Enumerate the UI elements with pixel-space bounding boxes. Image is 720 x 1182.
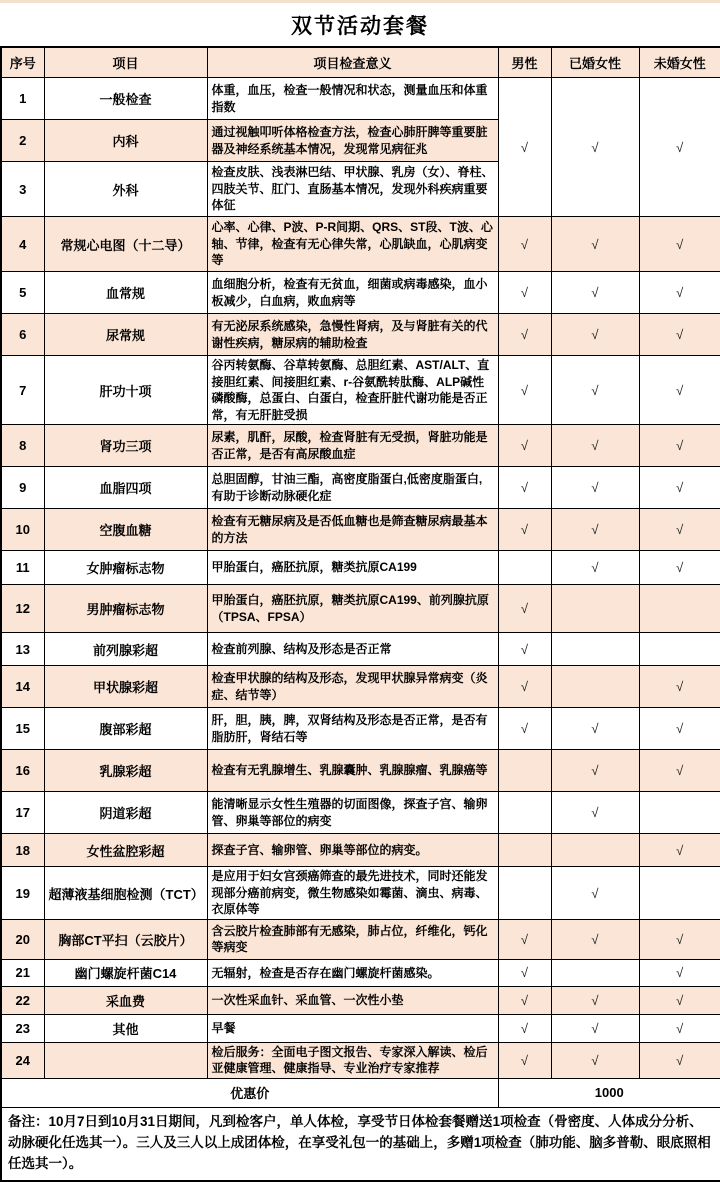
check-married-female: [551, 585, 639, 633]
table-row: [1, 1014, 720, 1042]
item-name: 幽门螺旋杆菌C14: [44, 959, 207, 986]
item-name: 男肿瘤标志物: [44, 585, 207, 633]
check-married-female: √: [551, 750, 639, 792]
check-married-female: √: [551, 509, 639, 551]
check-unmarried-female: √: [639, 708, 720, 750]
row-number: 11: [1, 551, 44, 585]
check-married-female: √: [551, 467, 639, 509]
item-description: 心率、心律、P波、P-R间期、QRS、ST段、T波、心轴、节律，检查有无心律失常，心肌缺血，心肌病变等: [207, 217, 498, 272]
check-unmarried-female: √: [639, 551, 720, 585]
item-name: 甲状腺彩超: [44, 666, 207, 708]
table-row: [1, 78, 720, 120]
item-description: 含云胶片检查肺部有无感染，肺占位，纤维化，钙化等病变: [207, 919, 498, 959]
row-number: 22: [1, 986, 44, 1014]
package-table: [0, 46, 720, 1182]
row-number: 8: [1, 425, 44, 467]
row-number: 15: [1, 708, 44, 750]
item-description: 检查有无糖尿病及是否低血糖也是筛查糖尿病最基本的方法: [207, 509, 498, 551]
check-unmarried-female: √: [639, 834, 720, 867]
item-description: 甲胎蛋白，癌胚抗原，糖类抗原CA199、前列腺抗原（TPSA、FPSA）: [207, 585, 498, 633]
check-married-female: √: [551, 551, 639, 585]
item-description: 检查甲状腺的结构及形态，发现甲状腺异常病变（炎症、结节等）: [207, 666, 498, 708]
item-description: 探查子宫、输卵管、卵巢等部位的病变。: [207, 834, 498, 867]
table-row: [1, 792, 720, 834]
header-row: [1, 47, 720, 78]
table-row: [1, 217, 720, 272]
item-name: 尿常规: [44, 314, 207, 356]
check-male: √: [498, 633, 551, 666]
row-number: 9: [1, 467, 44, 509]
item-description: 检查有无乳腺增生、乳腺囊肿、乳腺腺瘤、乳腺癌等: [207, 750, 498, 792]
item-name: 乳腺彩超: [44, 750, 207, 792]
row-number: 17: [1, 792, 44, 834]
row-number: 3: [1, 162, 44, 217]
check-male: √: [498, 585, 551, 633]
check-unmarried-female: √: [639, 959, 720, 986]
item-name: 阴道彩超: [44, 792, 207, 834]
check-male: √: [498, 78, 551, 217]
check-married-female: √: [551, 792, 639, 834]
check-unmarried-female: √: [639, 217, 720, 272]
check-male: [498, 867, 551, 920]
item-name: 胸部CT平扫（云胶片）: [44, 919, 207, 959]
check-married-female: √: [551, 78, 639, 217]
check-married-female: √: [551, 217, 639, 272]
row-number: 19: [1, 867, 44, 920]
item-name: 一般检查: [44, 78, 207, 120]
check-male: [498, 792, 551, 834]
table-row: [1, 986, 720, 1014]
check-unmarried-female: √: [639, 467, 720, 509]
check-male: √: [498, 919, 551, 959]
column-header-married-female: 已婚女性: [551, 47, 639, 78]
item-description: 一次性采血针、采血管、一次性小垫: [207, 986, 498, 1014]
column-header-item: 项目: [44, 47, 207, 78]
price-row: [1, 1078, 720, 1107]
row-number: 23: [1, 1014, 44, 1042]
item-description: 检查前列腺、结构及形态是否正常: [207, 633, 498, 666]
item-name: [44, 1042, 207, 1078]
item-name: 常规心电图（十二导）: [44, 217, 207, 272]
row-number: 2: [1, 120, 44, 162]
check-married-female: [551, 959, 639, 986]
check-male: √: [498, 666, 551, 708]
check-married-female: √: [551, 1014, 639, 1042]
check-male: [498, 551, 551, 585]
check-unmarried-female: √: [639, 986, 720, 1014]
item-name: 肝功十项: [44, 356, 207, 425]
check-married-female: √: [551, 986, 639, 1014]
table-row: [1, 425, 720, 467]
row-number: 10: [1, 509, 44, 551]
check-unmarried-female: √: [639, 425, 720, 467]
table-row: [1, 314, 720, 356]
page-title: 双节活动套餐: [291, 15, 429, 38]
item-description: 总胆固醇，甘油三酯，高密度脂蛋白,低密度脂蛋白,有助于诊断动脉硬化症: [207, 467, 498, 509]
check-unmarried-female: √: [639, 666, 720, 708]
item-description: 能清晰显示女性生殖器的切面图像，探查子宫、输卵管、卵巢等部位的病变: [207, 792, 498, 834]
row-number: 13: [1, 633, 44, 666]
table-row: [1, 959, 720, 986]
check-male: [498, 750, 551, 792]
item-name: 内科: [44, 120, 207, 162]
check-male: √: [498, 217, 551, 272]
check-unmarried-female: [639, 792, 720, 834]
document-note: 备注：10月7日到10月31日期间，凡到检客户，单人体检，享受节日体检套餐赠送1项检查（骨密度、人体成分分析、动脉硬化任选其一）。三人及三人以上成团体检，在享受礼包一的基础上，多赠1项检查（肺功能、脑多普勒、眼底照相任选其一）。: [1, 1107, 720, 1180]
check-male: √: [498, 356, 551, 425]
table-row: [1, 467, 720, 509]
table-row: [1, 867, 720, 920]
item-description: 检后服务：全面电子图文报告、专家深入解读、检后亚健康管理、健康指导、专业治疗专家推荐: [207, 1042, 498, 1078]
check-unmarried-female: √: [639, 314, 720, 356]
item-description: 甲胎蛋白，癌胚抗原，糖类抗原CA199: [207, 551, 498, 585]
price-label: 优惠价: [1, 1078, 498, 1107]
item-name: 女性盆腔彩超: [44, 834, 207, 867]
row-number: 14: [1, 666, 44, 708]
item-name: 女肿瘤标志物: [44, 551, 207, 585]
check-unmarried-female: √: [639, 1014, 720, 1042]
check-unmarried-female: √: [639, 509, 720, 551]
item-description: 早餐: [207, 1014, 498, 1042]
check-male: [498, 834, 551, 867]
row-number: 20: [1, 919, 44, 959]
item-name: 采血费: [44, 986, 207, 1014]
item-name: 空腹血糖: [44, 509, 207, 551]
row-number: 4: [1, 217, 44, 272]
item-description: 无辐射，检查是否存在幽门螺旋杆菌感染。: [207, 959, 498, 986]
check-married-female: [551, 633, 639, 666]
check-male: √: [498, 959, 551, 986]
check-unmarried-female: [639, 867, 720, 920]
item-description: 有无泌尿系统感染，急慢性肾病，及与肾脏有关的代谢性疾病，糖尿病的辅助检查: [207, 314, 498, 356]
table-row: [1, 585, 720, 633]
item-name: 外科: [44, 162, 207, 217]
check-male: √: [498, 272, 551, 314]
check-unmarried-female: √: [639, 78, 720, 217]
check-male: √: [498, 1042, 551, 1078]
item-name: 腹部彩超: [44, 708, 207, 750]
row-number: 24: [1, 1042, 44, 1078]
column-header-serial: 序号: [1, 47, 44, 78]
check-married-female: √: [551, 919, 639, 959]
item-name: 肾功三项: [44, 425, 207, 467]
row-number: 7: [1, 356, 44, 425]
item-name: 其他: [44, 1014, 207, 1042]
check-married-female: √: [551, 1042, 639, 1078]
item-name: 血脂四项: [44, 467, 207, 509]
table-row: [1, 1042, 720, 1078]
check-unmarried-female: [639, 585, 720, 633]
table-row: [1, 666, 720, 708]
table-row: [1, 272, 720, 314]
check-unmarried-female: √: [639, 750, 720, 792]
item-description: 谷丙转氨酶、谷草转氨酶、总胆红素、AST/ALT、直接胆红素、间接胆红素、r-谷氨酰转肽酶、ALP碱性磷酸酶，总蛋白、白蛋白，检查肝脏代谢功能是否正常，有无肝脏受损: [207, 356, 498, 425]
note-row: [1, 1107, 720, 1180]
column-header-meaning: 项目检查意义: [207, 47, 498, 78]
table-row: [1, 356, 720, 425]
table-row: [1, 708, 720, 750]
item-name: 超薄液基细胞检测（TCT）: [44, 867, 207, 920]
row-number: 6: [1, 314, 44, 356]
item-description: 是应用于妇女宫颈癌筛查的最先进技术，同时还能发现部分癌前病变，微生物感染如霉菌、滴虫、病毒、衣原体等: [207, 867, 498, 920]
row-number: 1: [1, 78, 44, 120]
check-male: √: [498, 425, 551, 467]
item-description: 检查皮肤、浅表淋巴结、甲状腺、乳房（女）、脊柱、四肢关节、肛门、直肠基本情况，发现外科疾病重要体征: [207, 162, 498, 217]
check-married-female: √: [551, 272, 639, 314]
table-row: [1, 633, 720, 666]
item-description: 通过视触叩听体格检查方法，检查心肺肝脾等重要脏器及神经系统基本情况，发现常见病征兆: [207, 120, 498, 162]
table-row: [1, 750, 720, 792]
check-unmarried-female: [639, 633, 720, 666]
check-married-female: √: [551, 425, 639, 467]
column-header-unmarried-female: 未婚女性: [639, 47, 720, 78]
check-married-female: [551, 666, 639, 708]
check-unmarried-female: √: [639, 1042, 720, 1078]
check-male: √: [498, 1014, 551, 1042]
check-married-female: √: [551, 867, 639, 920]
item-description: 尿素，肌酐，尿酸，检查肾脏有无受损，肾脏功能是否正常，是否有高尿酸血症: [207, 425, 498, 467]
check-male: √: [498, 314, 551, 356]
table-row: [1, 551, 720, 585]
check-unmarried-female: √: [639, 919, 720, 959]
column-header-male: 男性: [498, 47, 551, 78]
row-number: 18: [1, 834, 44, 867]
check-male: √: [498, 986, 551, 1014]
check-married-female: [551, 834, 639, 867]
price-value: 1000: [498, 1078, 720, 1107]
check-unmarried-female: √: [639, 356, 720, 425]
table-row: [1, 919, 720, 959]
check-married-female: √: [551, 314, 639, 356]
check-unmarried-female: √: [639, 272, 720, 314]
row-number: 16: [1, 750, 44, 792]
check-married-female: √: [551, 356, 639, 425]
row-number: 12: [1, 585, 44, 633]
table-row: [1, 834, 720, 867]
item-name: 血常规: [44, 272, 207, 314]
item-description: 肝，胆，胰，脾，双肾结构及形态是否正常，是否有脂肪肝，肾结石等: [207, 708, 498, 750]
item-description: 血细胞分析，检查有无贫血，细菌或病毒感染，血小板减少，白血病，败血病等: [207, 272, 498, 314]
check-married-female: √: [551, 708, 639, 750]
check-male: √: [498, 708, 551, 750]
table-row: [1, 509, 720, 551]
check-male: √: [498, 467, 551, 509]
check-male: √: [498, 509, 551, 551]
item-name: 前列腺彩超: [44, 633, 207, 666]
item-description: 体重，血压，检查一般情况和状态，测量血压和体重指数: [207, 78, 498, 120]
row-number: 21: [1, 959, 44, 986]
row-number: 5: [1, 272, 44, 314]
